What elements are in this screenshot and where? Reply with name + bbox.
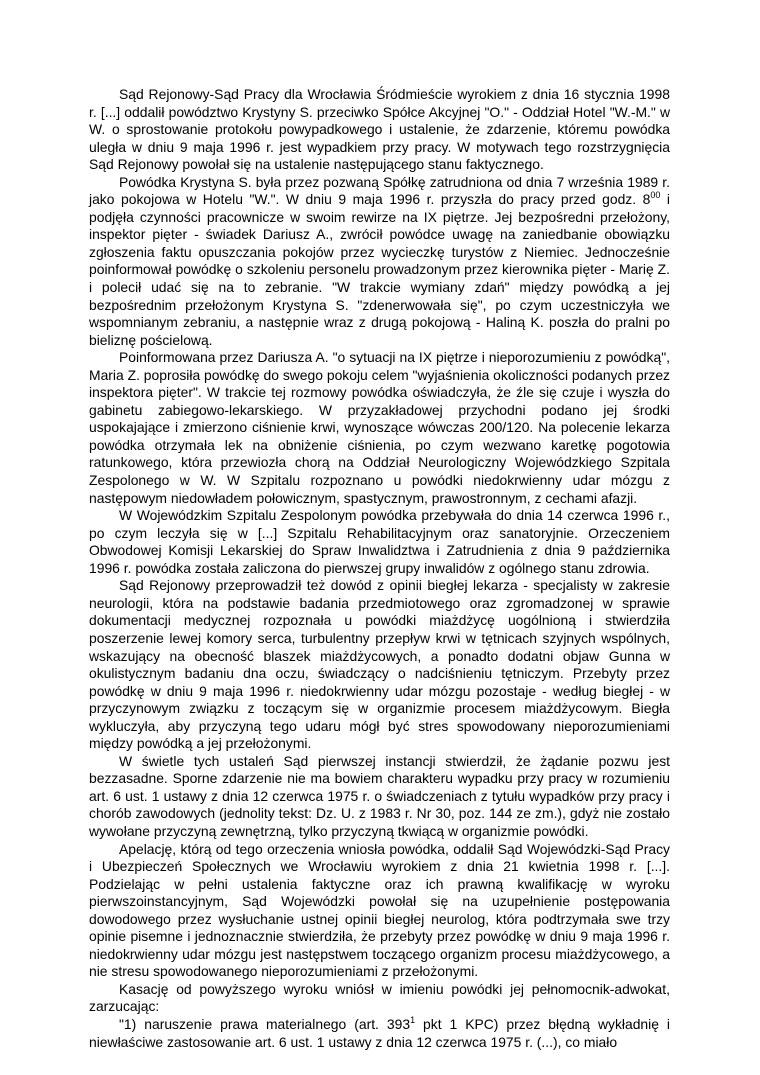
paragraph-9-text-end: pkt 1 KPC) przez błędną wykładnię i niewłaściwe zastosowanie art. 6 ust. 1 ustawy z dnia 12 czerwca 1975 r. (...), co miało	[89, 1015, 671, 1050]
paragraph-3: Poinformowana przez Dariusza A. "o sytuacji na IX piętrze i nieporozumieniu z powódką", Maria Z. poprosiła powódkę do swego pokoju celem "wyjaśnienia okoliczności podanych przez inspektora pięter". W trakcie tej rozmowy powódka oświadczyła, że źle się czuje i wyszła do gabinetu zabiegowo-lekarskiego. W przyzakładowej przychodni podano jej środki uspokajające i zmierzono ciśnienie krwi, wynoszące wówczas 200/120. Na polecenie lekarza powódka otrzymała lek na obniżenie ciśnienia, po czym wezwano karetkę pogotowia ratunkowego, która przewiozła chorą na Oddział Neurologiczny Wojewódzkiego Szpitala Zespolonego w W. W Szpitalu rozpoznano u powódki niedokrwienny udar mózgu z następowym niedowładem połowicznym, spastycznym, prawostronnym, z cechami afazji.	[89, 349, 670, 506]
paragraph-4: W Wojewódzkim Szpitalu Zespolonym powódka przebywała do dnia 14 czerwca 1996 r., po czym leczyła się w [...] Szpitalu Rehabilitacyjnym oraz sanatoryjnie. Orzeczeniem Obwodowej Komisji Lekarskiej do Spraw Inwalidztwa i Zatrudnienia z dnia 9 października 1996 r. powódka została zaliczona do pierwszej grupy inwalidów z ogólnego stanu zdrowia.	[89, 507, 670, 576]
paragraph-5: Sąd Rejonowy przeprowadził też dowód z opinii biegłej lekarza - specjalisty w zakresie neurologii, która na podstawie badania przedmiotowego oraz zgromadzonej w sprawie dokumentacji medycznej rozpoznała u powódki miażdżycę uogólnioną i stwierdziła poszerzenie lewej komory serca, turbulentny przepływ krwi w tętnicach szyjnych wspólnych, wskazujący na obecność blaszek miażdżycowych, a ponadto dodatni objaw Gunna w okulistycznym badaniu dna oczu, świadczący o nadciśnieniu tętniczym. Przebyty przez powódkę w dniu 9 maja 1996 r. niedokrwienny udar mózgu pozostaje - według biegłej - w przyczynowym związku z toczącym się w organizmie procesem miażdżycowym. Biegła wykluczyła, aby przyczyną tego udaru mógł być stres spowodowany nieporozumieniami między powódką a jej przełożonymi.	[89, 577, 670, 752]
paragraph-2	[89, 174, 670, 349]
paragraph-2-text-start: Powódka Krystyna S. była przez pozwaną Spółkę zatrudniona od dnia 7 września 1989 r. jako pokojowa w Hotelu "W.". W dniu 9 maja 1996 r. przyszła do pracy przed godz. 8	[89, 173, 670, 208]
paragraph-6: W świetle tych ustaleń Sąd pierwszej instancji stwierdził, że żądanie pozwu jest bezzasadne. Sporne zdarzenie nie ma bowiem charakteru wypadku przy pracy w rozumieniu art. 6 ust. 1 ustawy z dnia 12 czerwca 1975 r. o świadczeniach z tytułu wypadków przy pracy i chorób zawodowych (jednolity tekst: Dz. U. z 1983 r. Nr 30, poz. 144 ze zm.), gdyż nie zostało wywołane przyczyną zewnętrzną, tylko przyczyną tkwiącą w organizmie powódki.	[89, 752, 670, 839]
article-superscript: 1	[410, 1014, 416, 1025]
paragraph-1: Sąd Rejonowy-Sąd Pracy dla Wrocławia Śródmieście wyrokiem z dnia 16 stycznia 1998 r. [...] oddalił powództwo Krystyny S. przeciwko Spółce Akcyjnej "O." - Oddział Hotel "W.-M." w W. o sprostowanie protokołu powypadkowego i ustalenie, że zdarzenie, któremu powódka uległa w dniu 9 maja 1996 r. jest wypadkiem przy pracy. W motywach tego rozstrzygnięcia Sąd Rejonowy powołał się na ustalenie następującego stanu faktycznego.	[89, 86, 670, 173]
time-superscript: 00	[650, 190, 661, 201]
document-page	[89, 86, 670, 1051]
paragraph-8: Kasację od powyższego wyroku wniósł w imieniu powódki jej pełnomocnik-adwokat, zarzucając:	[89, 980, 670, 1015]
paragraph-7: Apelację, którą od tego orzeczenia wniosła powódka, oddalił Sąd Wojewódzki-Sąd Pracy i Ubezpieczeń Społecznych we Wrocławiu wyrokiem z dnia 21 kwietnia 1998 r. [...]. Podzielając w pełni ustalenia faktyczne oraz ich prawną kwalifikację w wyroku pierwszoinstancyjnym, Sąd Wojewódzki powołał się na uzupełnienie postępowania dowodowego przez wysłuchanie ustnej opinii biegłej neurolog, która podtrzymała swe trzy opinie pisemne i jednoznacznie stwierdziła, że przebyty przez powódkę w dniu 9 maja 1996 r. niedokrwienny udar mózgu jest następstwem toczącego organizm procesu miażdżycowego, a nie stresu spowodowanego nieporozumieniami z przełożonymi.	[89, 840, 670, 980]
paragraph-2-text-end: i podjęła czynności pracownicze w swoim rewirze na IX piętrze. Jej bezpośredni przełożony, inspektor pięter - świadek Dariusz A., zwrócił powódce uwagę na zaniedbanie obowiązku zgłoszenia faktu opuszczania pokojów przez wycieczkę turystów z Niemiec. Jednocześnie poinformował powódkę o szkoleniu personelu prowadzonym przez kierownika pięter - Marię Z. i polecił udać się na to zebranie. "W trakcie wymiany zdań" między powódką a jej bezpośrednim przełożonym Krystyna S. "zdenerwowała się", po czym uczestniczyła we wspomnianym zebraniu, a następnie wraz z drugą pokojową - Haliną K. poszła do pralni po bieliznę pościelową.	[89, 191, 670, 348]
paragraph-9	[89, 1016, 670, 1051]
paragraph-9-text-start: "1) naruszenie prawa materialnego (art. 393	[119, 1015, 411, 1032]
